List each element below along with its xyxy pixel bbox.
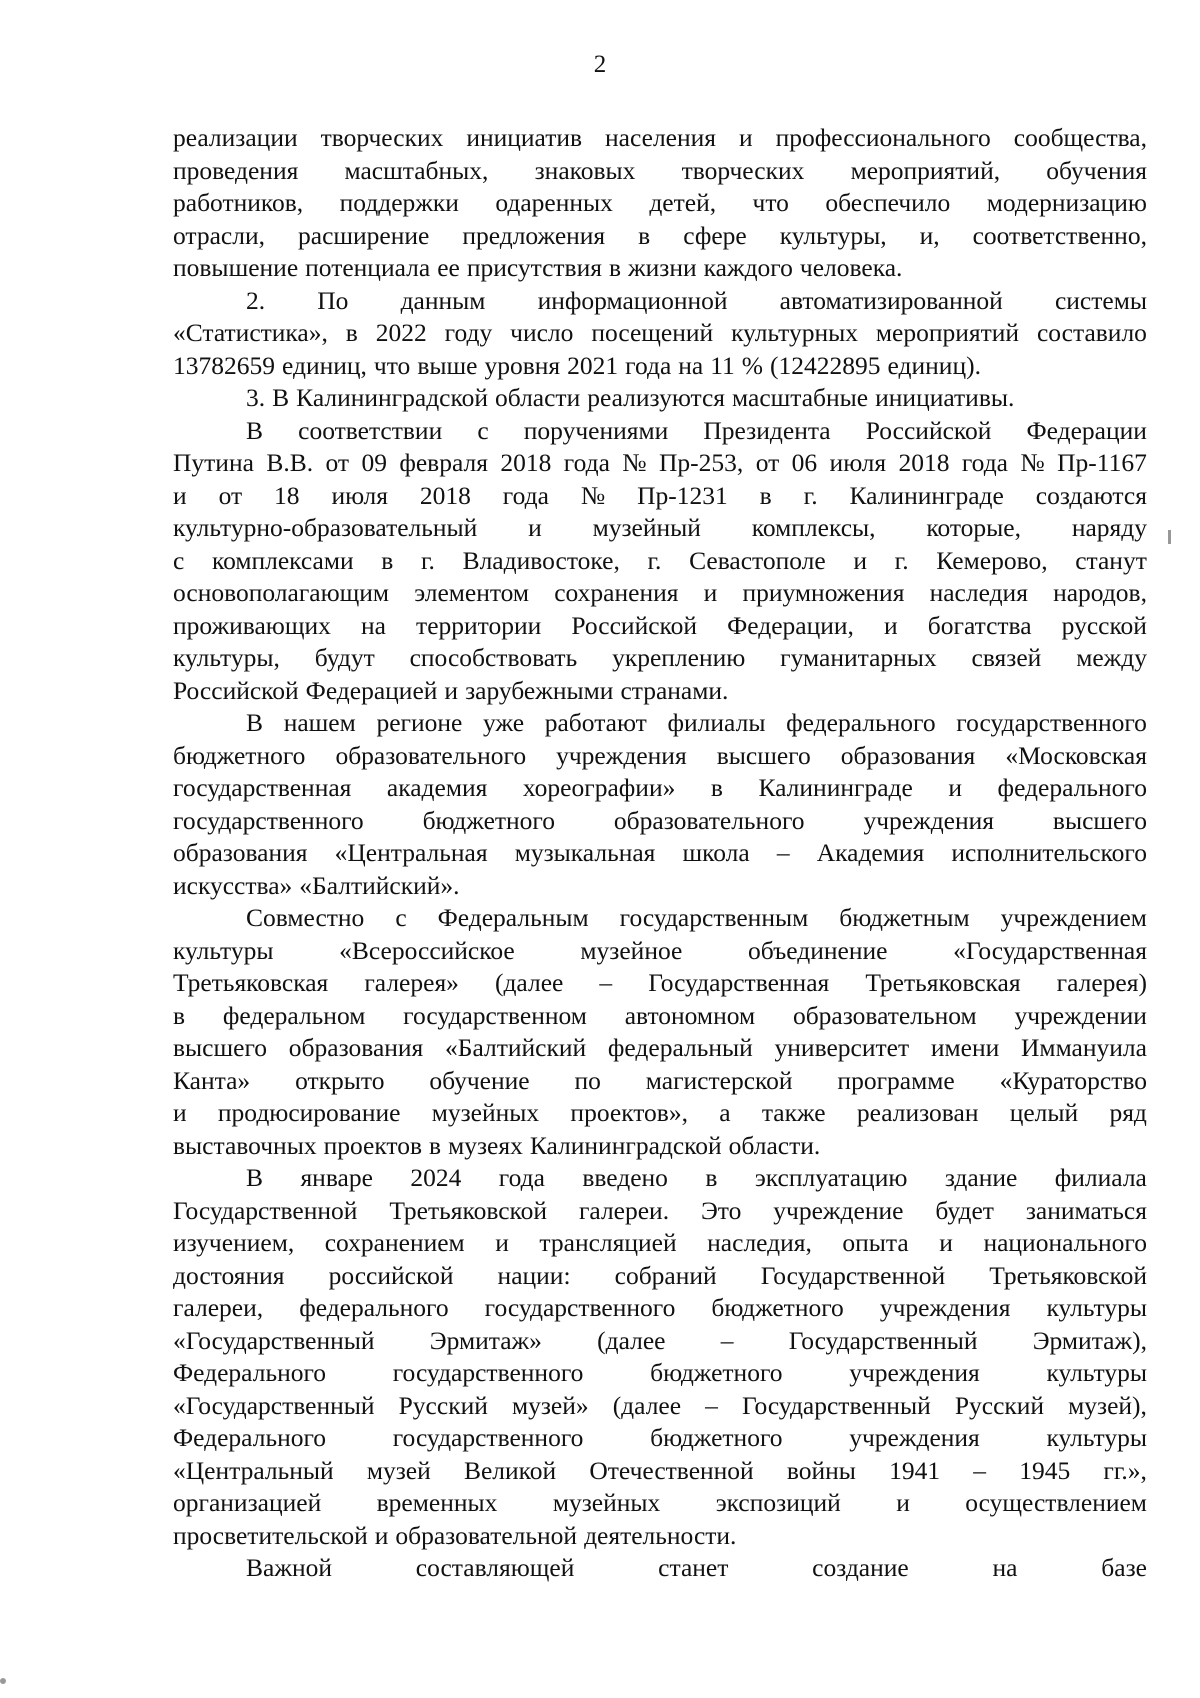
text-line: государственная академия хореографии» в Калининграде и федерального	[173, 773, 1147, 802]
page-number: 2	[593, 51, 607, 78]
text-line: организацией временных музейных экспозиций и осуществлением	[173, 1488, 1147, 1517]
text-line: образования «Центральная музыкальная школа – Академия исполнительского	[173, 838, 1147, 867]
text-line: и продюсирование музейных проектов», а также реализован целый ряд	[173, 1098, 1147, 1127]
text-line: в федеральном государственном автономном образовательном учреждении	[173, 1000, 1147, 1030]
text-line: повышение потенциала ее присутствия в жизни каждого человека.	[173, 253, 903, 282]
text-line: культуры, будут способствовать укреплению гуманитарных связей между	[173, 643, 1147, 672]
text-line: В нашем регионе уже работают филиалы федерального государственного	[246, 708, 1147, 737]
text-line: Российской Федерацией и зарубежными странами.	[173, 675, 729, 705]
text-line: Федерального государственного бюджетного учреждения культуры	[173, 1423, 1147, 1452]
text-line: просветительской и образовательной деятельности.	[173, 1520, 737, 1550]
text-line: работников, поддержки одаренных детей, что обеспечило модернизацию	[173, 188, 1147, 217]
text-line: и от 18 июля 2018 года № Пр-1231 в г. Калининграде создаются	[173, 480, 1147, 510]
text-line: культурно-образовательный и музейный комплексы, которые, наряду	[173, 513, 1147, 542]
text-line: проведения масштабных, знаковых творческих мероприятий, обучения	[173, 155, 1147, 185]
document-body	[173, 122, 1147, 1585]
text-line: основополагающим элементом сохранения и приумножения наследия народов,	[173, 578, 1147, 607]
text-line: выставочных проектов в музеях Калининградской области.	[173, 1130, 821, 1160]
text-line: Третьяковская галерея» (далее – Государственная Третьяковская галерея)	[173, 968, 1147, 997]
text-line: отрасли, расширение предложения в сфере культуры, и, соответственно,	[173, 220, 1147, 250]
text-line: с комплексами в г. Владивостоке, г. Севастополе и г. Кемерово, станут	[173, 545, 1147, 575]
text-line: искусства» «Балтийский».	[173, 870, 460, 900]
text-line: Федерального государственного бюджетного учреждения культуры	[173, 1358, 1147, 1387]
text-line: «Государственный Эрмитаж» (далее – Государственный Эрмитаж),	[173, 1325, 1147, 1355]
text-line: 3. В Калининградской области реализуются масштабные инициативы.	[246, 383, 1015, 412]
text-line: 13782659 единиц, что выше уровня 2021 года на 11 % (12422895 единиц).	[173, 350, 981, 380]
text-line: государственного бюджетного образовательного учреждения высшего	[173, 805, 1147, 835]
text-line: бюджетного образовательного учреждения высшего образования «Московская	[173, 740, 1147, 770]
text-line: проживающих на территории Российской Федерации, и богатства русской	[173, 610, 1147, 640]
text-line: достояния российской нации: собраний Государственной Третьяковской	[173, 1260, 1147, 1290]
scan-corner-mark	[0, 1678, 6, 1684]
text-line: Путина В.В. от 09 февраля 2018 года № Пр-253, от 06 июля 2018 года № Пр-1167	[173, 448, 1147, 477]
text-line: высшего образования «Балтийский федеральный университет имени Иммануила	[173, 1033, 1147, 1062]
text-line: реализации творческих инициатив населения и профессионального сообщества,	[173, 123, 1147, 152]
text-line: культуры «Всероссийское музейное объединение «Государственная	[173, 935, 1147, 965]
text-line: «Статистика», в 2022 году число посещений культурных мероприятий составило	[173, 318, 1147, 347]
text-line: изучением, сохранением и трансляцией наследия, опыта и национального	[173, 1228, 1147, 1257]
scan-edge-mark	[1168, 530, 1171, 544]
text-line: В соответствии с поручениями Президента Российской Федерации	[246, 415, 1147, 445]
text-line: галереи, федерального государственного бюджетного учреждения культуры	[173, 1293, 1147, 1322]
text-line: «Государственный Русский музей» (далее – Государственный Русский музей),	[173, 1390, 1147, 1420]
text-line: 2. По данным информационной автоматизированной системы	[246, 285, 1147, 315]
text-line: Совместно с Федеральным государственным бюджетным учреждением	[246, 903, 1147, 932]
text-line: «Центральный музей Великой Отечественной войны 1941 – 1945 гг.»,	[173, 1455, 1147, 1485]
text-line: В январе 2024 года введено в эксплуатацию здание филиала	[246, 1163, 1147, 1192]
text-line: Государственной Третьяковской галереи. Это учреждение будет заниматься	[173, 1195, 1147, 1225]
text-line: Важной составляющей станет создание на базе	[246, 1553, 1147, 1582]
text-line: Канта» открыто обучение по магистерской программе «Кураторство	[173, 1065, 1147, 1095]
